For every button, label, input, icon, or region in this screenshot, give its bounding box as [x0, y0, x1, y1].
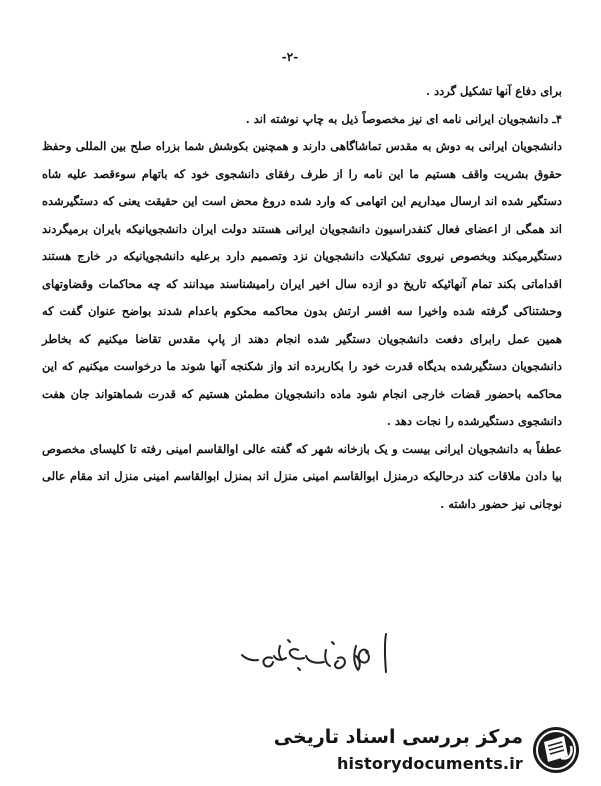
letter-body [42, 78, 562, 518]
archive-logo-icon [531, 724, 581, 776]
page-number: -۲- [281, 50, 299, 64]
handwritten-signature [228, 628, 398, 680]
paragraph-1: برای دفاع آنها تشکیل گردد . [425, 84, 562, 98]
paragraph-2: ۴ـ دانشجویان ایرانی نامه ای نیز مخصوصاً ذیل به چاپ نوشته اند . [245, 111, 562, 126]
paragraph-3: دانشجویان ایرانی به دوش به مقدس تماشاگاهی دارند و همچنین بکوشش شما بزراه صلح بین المللی وحفظ حقوق بشریت واقف هستیم ما این نامه را از طرف رفقای دانشجوی خود که باتهام سوءقصد علیه شاه دستگیر شده اند ارسال میداریم این اتهامی که وارد شده دروغ محض است این حقیقت یعنی که دستگیرشده اند همگی از اعضای فعال کنفدراسیون دانشجویان ایرانی هستند دولت ایران دانشجویانیکه بایران برمیگردند دستگیرمیکند وبخصوص نیروی تشکیلات دانشجویان نزد وتصمیم دارد برعلیه دانشجویانیکه در خارج هستند اقداماتی بکند تمام آنهائیکه تاریخ دو ازده سال اخیر ایران رامیشناسند میدانند که چه محاکمات وقضاوتهای وحشتناکی گرفته شده واخیرا سه افسر ارتش بدون محاکمه محکوم باعدام شدند بواضح عنوان گفت که همین عمل رابرای دفعت دانشجویان دستگیر شده انجام دهند از پاپ مقدس تقاضا میکنیم که بخاطر دانشجویان دستگیرشده بدیگاه قدرت خود را بکاربرده اند واز شکنجه آنها شوند ما درخواست میکنیم که این محاکمه باحضور قضات خارجی انجام شود ماده دانشجویان مطمئن هستیم که قدرت شماهتواند جان هفت دانشجوی دستگیرشده را نجات دهد . [42, 139, 562, 428]
paragraph-4: عطفاً به دانشجویان ایرانی بیست و یک بازخانه شهر که گفته عالی اوالقاسم امینی رفته تا کلیسای مخصوص بیا دادن ملاقات کند درحالیکه درمنزل ابوالقاسم امینی منزل اند بمنزل ابوالقاسم امینی منزل اند مقام عالی نوجانی نیز حضور داشته . [42, 441, 562, 511]
archive-watermark [273, 722, 581, 782]
watermark-url: historydocuments.ir [336, 754, 523, 773]
watermark-title: مرکز بررسی اسناد تاریخی [273, 726, 523, 748]
